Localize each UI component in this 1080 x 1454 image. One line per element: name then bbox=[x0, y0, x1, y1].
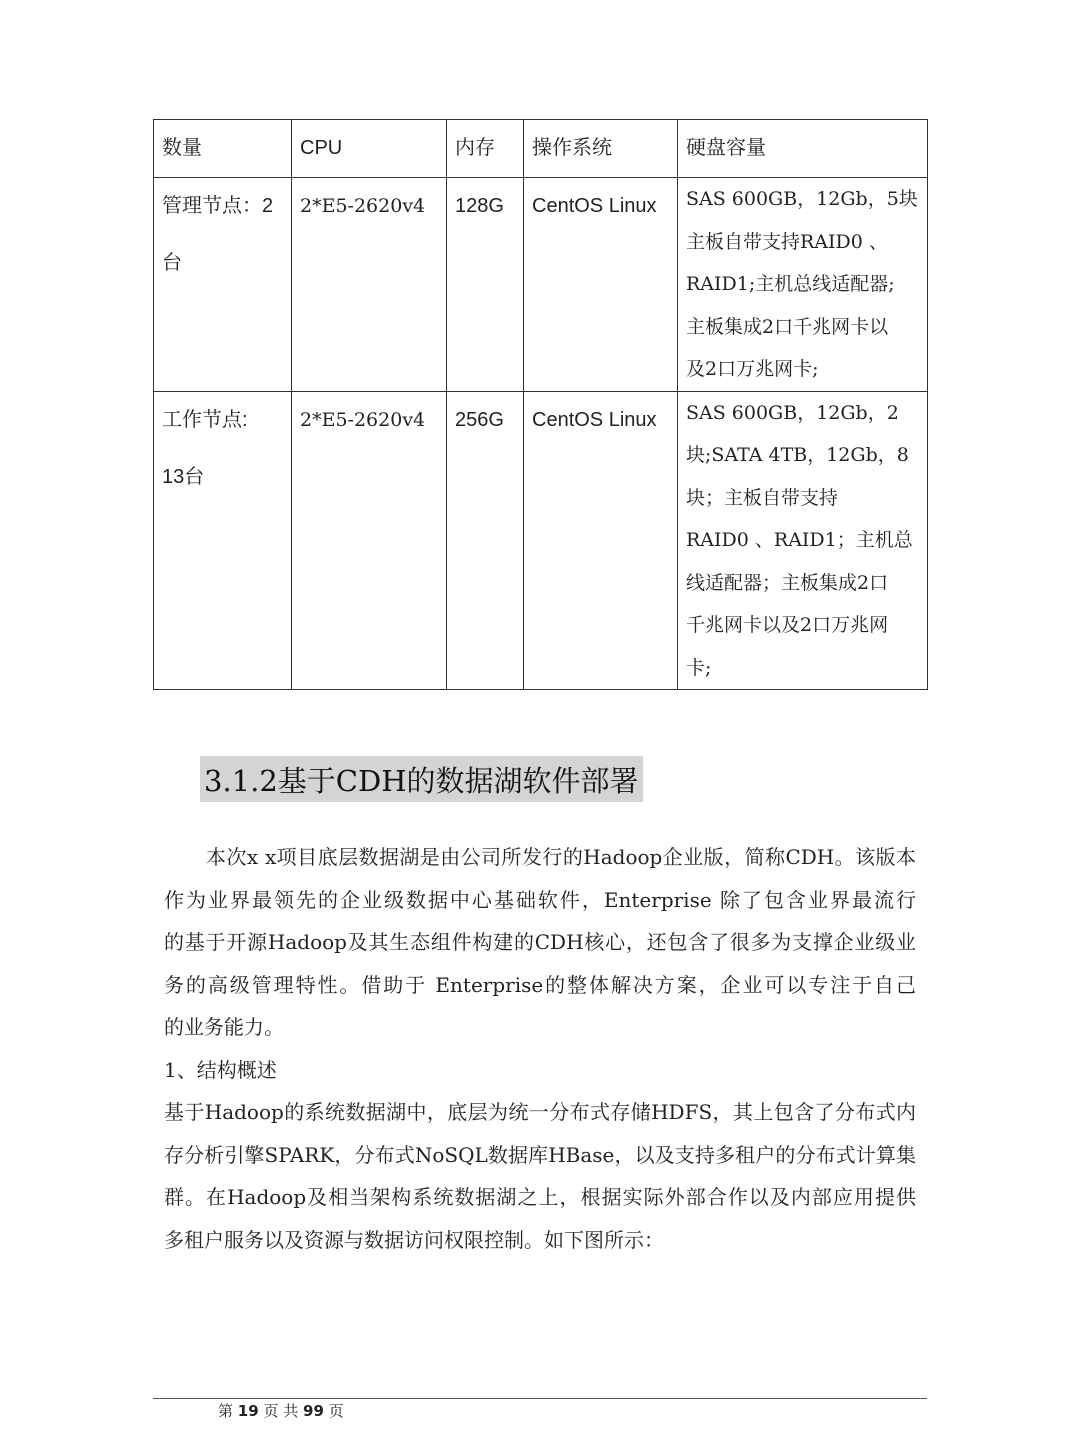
cell-line: SAS 600GB，12Gb，2 bbox=[686, 401, 899, 424]
total-pages: 99 bbox=[303, 1402, 324, 1420]
cell-line: 卡; bbox=[686, 656, 712, 679]
footer-suffix: 页 bbox=[328, 1402, 344, 1420]
cell-line: SAS 600GB，12Gb，5块 bbox=[686, 188, 918, 210]
table-row bbox=[154, 178, 928, 392]
paragraph-line: 的基于开源Hadoop及其生态组件构建的CDH核心，还包含了很多为支撑企业级业 bbox=[164, 930, 916, 954]
header-os: 操作系统 bbox=[524, 120, 678, 178]
header-disk: 硬盘容量 bbox=[678, 120, 928, 178]
cell-os: CentOS Linux bbox=[524, 391, 678, 690]
hardware-spec-table bbox=[153, 119, 928, 690]
cell-memory: 128G bbox=[447, 178, 524, 392]
paragraph-line: 务的高级管理特性。借助于 Enterprise的整体解决方案，企业可以专注于自己 bbox=[164, 972, 916, 997]
cell-count bbox=[154, 391, 292, 690]
paragraph-line: 作为业界最领先的企业级数据中心基础软件，Enterprise 除了包含业界最流行 bbox=[164, 887, 916, 912]
cell-line: 工作节点: bbox=[162, 408, 248, 431]
subheading: 1、结构概述 bbox=[164, 1057, 277, 1082]
cell-memory: 256G bbox=[447, 391, 524, 690]
cell-count bbox=[154, 178, 292, 392]
section-body bbox=[164, 836, 916, 1261]
cell-disk bbox=[678, 178, 928, 392]
cell-line: RAID1;主机总线适配器; bbox=[686, 273, 895, 295]
cell-cpu: 2*E5-2620v4 bbox=[292, 178, 447, 392]
header-count: 数量 bbox=[154, 120, 292, 178]
table-row bbox=[154, 391, 928, 690]
cell-line: 块;SATA 4TB，12Gb，8 bbox=[686, 444, 909, 466]
cell-line: RAID0 、RAID1；主机总 bbox=[686, 529, 913, 551]
cell-disk bbox=[678, 391, 928, 690]
footer-divider bbox=[153, 1398, 927, 1399]
page-number: 19 bbox=[237, 1402, 259, 1420]
cell-line: 主板自带支持RAID0 、 bbox=[686, 230, 888, 253]
cell-line: 主板集成2口千兆网卡以 bbox=[686, 315, 889, 338]
footer-middle: 页 共 bbox=[263, 1402, 299, 1420]
cell-os: CentOS Linux bbox=[524, 178, 678, 392]
section-heading: 3.1.2基于CDH的数据湖软件部署 bbox=[200, 756, 643, 802]
page-footer bbox=[218, 1400, 344, 1422]
cell-line: 13台 bbox=[162, 465, 205, 488]
cell-line: 千兆网卡以及2口万兆网 bbox=[686, 614, 889, 636]
header-memory: 内存 bbox=[447, 120, 524, 178]
cell-line: 线适配器；主板集成2口 bbox=[686, 571, 889, 594]
cell-line: 及2口万兆网卡; bbox=[686, 358, 819, 380]
cell-line: 管理节点：2 bbox=[162, 195, 274, 217]
paragraph-line: 基于Hadoop的系统数据湖中，底层为统一分布式存储HDFS，其上包含了分布式内 bbox=[164, 1100, 916, 1124]
table-header-row bbox=[154, 120, 928, 178]
paragraph-line: 多租户服务以及资源与数据访问权限控制。如下图所示： bbox=[164, 1227, 664, 1252]
paragraph-line: 存分析引擎SPARK，分布式NoSQL数据库HBase，以及支持多租户的分布式计算集 bbox=[164, 1142, 916, 1167]
paragraph-line: 本次x x项目底层数据湖是由公司所发行的Hadoop企业版，简称CDH。该版本 bbox=[206, 845, 916, 869]
paragraph-line: 的业务能力。 bbox=[164, 1015, 284, 1039]
cell-line: 台 bbox=[162, 252, 182, 274]
header-cpu: CPU bbox=[292, 120, 447, 178]
cell-line: 块；主板自带支持 bbox=[686, 486, 839, 509]
cell-cpu: 2*E5-2620v4 bbox=[292, 391, 447, 690]
footer-prefix: 第 bbox=[218, 1402, 234, 1420]
paragraph-line: 群。在Hadoop及相当架构系统数据湖之上，根据实际外部合作以及内部应用提供 bbox=[164, 1185, 916, 1209]
